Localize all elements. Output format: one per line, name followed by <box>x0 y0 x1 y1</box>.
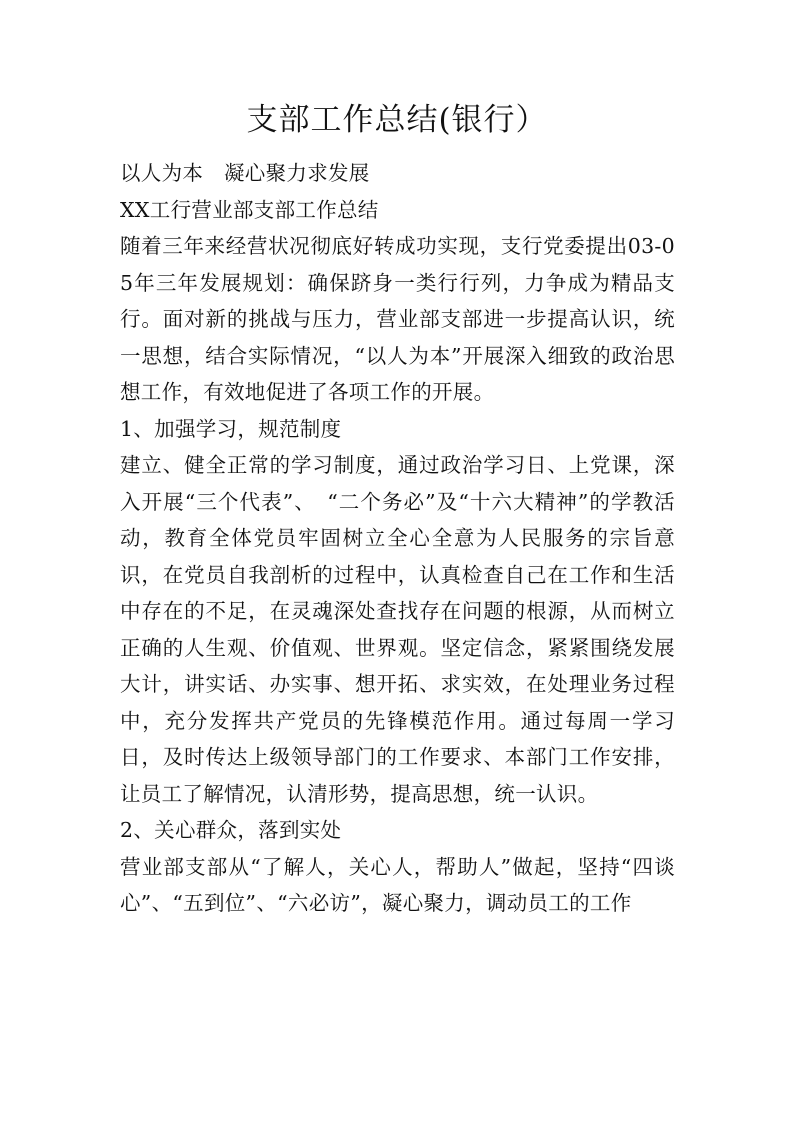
document-title: 支部工作总结(银行） <box>246 102 548 138</box>
section-paragraph-2: 营业部支部从“了解人，关心人，帮助人”做起，坚持“四谈心”、“五到位”、“六必访”，凝心聚力，调动员工的工作 <box>120 854 675 915</box>
intro-paragraph: 随着三年来经营状况彻底好转成功实现，支行党委提出03-05年三年发展规划：确保跻身一类行行列，力争成为精品支行。面对新的挑战与压力，营业部支部进一步提高认识，统一思想，结合实际情况，“以人为本”开展深入细致的政治思想工作，有效地促进了各项工作的开展。 <box>120 234 675 404</box>
section-heading-1: 1、加强学习，规范制度 <box>120 416 342 441</box>
document-body <box>120 155 675 922</box>
report-heading: XX工行营业部支部工作总结 <box>120 197 379 222</box>
section-heading-2: 2、关心群众，落到实处 <box>120 818 342 842</box>
subtitle-line: 以人为本 凝心聚力求发展 <box>120 161 370 185</box>
section-paragraph-1: 建立、健全正常的学习制度，通过政治学习日、上党课，深入开展“三个代表”、 “二个务必”及“十六大精神”的学教活动，教育全体党员牢固树立全心全意为人民服务的宗旨意识，在党员自我剖析的过程中，认真检查自己在工作和生活中存在的不足，在灵魂深处查找存在问题的根源，从而树立正确的人生观、价值观、世界观。坚定信念，紧紧围绕发展大计，讲实话、办实事、想开拓、求实效，在处理业务过程中，充分发挥共产党员的先锋模范作用。通过每周一学习日，及时传达上级领导部门的工作要求、本部门工作安排，让员工了解情况，认清形势，提高思想，统一认识。 <box>120 453 675 806</box>
